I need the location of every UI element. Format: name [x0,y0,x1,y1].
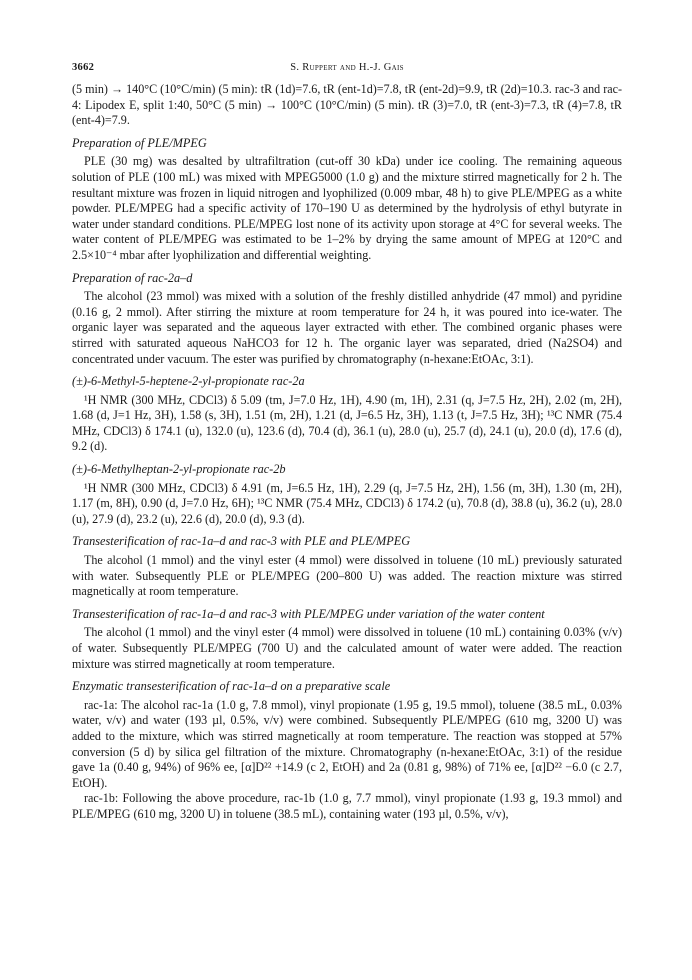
section-paragraph: The alcohol (1 mmol) and the vinyl ester (4 mmol) were dissolved in toluene (10 mL) containing 0.03% (v/v) of water. Subsequently PLE/MPEG (700 U) and the calculated amount of water were added. The reaction mixture was stirred magnetically at room temperature. [72,625,622,671]
section-preparative-scale [72,679,622,822]
section-heading: Preparation of PLE/MPEG [72,135,207,150]
section-heading: Transesterification of rac-1a–d and rac-3 with PLE/MPEG under variation of the water content [72,606,545,621]
section-transesterification [72,534,622,599]
section-transesterification-water [72,607,622,672]
intro-paragraph: (5 min) → 140°C (10°C/min) (5 min): tR (1d)=7.6, tR (ent-1d)=7.8, tR (ent-2d)=9.9, tR (2d)=10.3. rac-3 and rac-4: Lipodex E, split 1:40, 50°C (5 min) → 100°C (10°C/min) (5 min). tR (3)=7.0, tR (ent-3)=7.3, tR (4)=7.8, tR (ent-4)=7.9. [72,82,622,128]
section-preparation-rac-2a-d [72,271,622,368]
section-heading: (±)-6-Methyl-5-heptene-2-yl-propionate rac-2a [72,374,305,389]
article-body [72,82,622,823]
section-paragraph: rac-1b: Following the above procedure, rac-1b (1.0 g, 7.7 mmol), vinyl propionate (1.93 g, 19.3 mmol) and PLE/MPEG (610 mg, 3200 U) in toluene (38.5 mL), containing water (193 µl, 0.5%, v/v), [72,791,622,821]
section-paragraph: The alcohol (23 mmol) was mixed with a solution of the freshly distilled anhydride (47 mmol) and pyridine (0.16 g, 2 mmol). After stirring the mixture at room temperature for 24 h, it was poured into ice-water. The organic layer was separated and the aqueous layer extracted with ether. The combined organic phases were stirred with saturated aqueous NaHCO3 for 12 h. The organic layer was separated, dried (Na2SO4) and concentrated under vacuum. The ester was purified by chromatography (n-hexane:EtOAc, 3:1). [72,289,622,366]
section-heading: (±)-6-Methylheptan-2-yl-propionate rac-2b [72,462,286,477]
section-paragraph: ¹H NMR (300 MHz, CDCl3) δ 4.91 (m, J=6.5 Hz, 1H), 2.29 (q, J=7.5 Hz, 2H), 1.56 (m, 3H), 1.30 (m, 2H), 1.17 (m, 8H), 0.90 (d, J=7.0 Hz, 6H); ¹³C NMR (75.4 MHz, CDCl3) δ 174.2 (u), 70.8 (d), 38.8 (u), 36.2 (u), 28.0 (u), 27.9 (d), 23.2 (u), 22.6 (d), 20.0 (d), 9.3 (d). [72,480,622,526]
page-header [72,62,622,82]
section-paragraph: The alcohol (1 mmol) and the vinyl ester (4 mmol) were dissolved in toluene (10 mL) previously saturated with water. Subsequently PLE or PLE/MPEG (200–800 U) was added. The reaction mixture was stirred magnetically at room temperature. [72,553,622,599]
section-rac-2a-data [72,374,622,455]
section-paragraph: PLE (30 mg) was desalted by ultrafiltration (cut-off 30 kDa) under ice cooling. The remaining aqueous solution of PLE (100 mL) was mixed with MPEG5000 (1.0 g) and the mixture stirred magnetically for 2 h. The resultant mixture was frozen in liquid nitrogen and lyophilized (0.009 mbar, 48 h) to give PLE/MPEG as a white powder. PLE/MPEG had a specific activity of 170–190 U as determined by the hydrolysis of ethyl butyrate in water under standard conditions. PLE/MPEG lost none of its activity upon storage at 4°C for several weeks. The water content of PLE/MPEG was estimated to be 1–2% by drying the same amount of MPEG at 120°C and 2.5×10⁻⁴ mbar after lyophilization and differential weighting. [72,154,622,262]
section-heading: Transesterification of rac-1a–d and rac-3 with PLE and PLE/MPEG [72,534,411,549]
section-heading: Preparation of rac-2a–d [72,270,193,285]
section-paragraph: rac-1a: The alcohol rac-1a (1.0 g, 7.8 mmol), vinyl propionate (1.95 g, 19.5 mmol), toluene (38.5 mL, 0.03% water, v/v) and water (193 µl, 0.5%, v/v) were combined. Subsequently PLE/MPEG (610 mg, 3200 U) was added to the mixture, which was stirred magnetically at room temperature. The reaction was stopped at 57% conversion (5 d) by silica gel filtration of the mixture. Chromatography (n-hexane:EtOAc, 3:1) of the residue gave 1a (0.40 g, 94%) of 96% ee, [α]D²² +14.9 (c 2, EtOH) and 2a (0.81 g, 98%) of 71% ee, [α]D²² −6.0 (c 2.7, EtOH). [72,697,622,790]
section-heading: Enzymatic transesterification of rac-1a–d on a preparative scale [72,679,391,694]
section-preparation-ple-mpeg [72,136,622,264]
section-rac-2b-data [72,462,622,527]
running-head: S. Ruppert and H.-J. Gais [290,62,404,73]
page-number: 3662 [72,62,95,73]
section-paragraph: ¹H NMR (300 MHz, CDCl3) δ 5.09 (tm, J=7.0 Hz, 1H), 4.90 (m, 1H), 2.31 (q, J=7.5 Hz, 2H), 2.02 (m, 2H), 1.68 (d, J=1 Hz, 3H), 1.58 (s, 3H), 1.51 (m, 2H), 1.21 (d, J=6.5 Hz, 3H), 1.13 (t, J=7.5 Hz, 3H); ¹³C NMR (75.4 MHz, CDCl3) δ 174.1 (u), 132.0 (u), 123.6 (d), 70.4 (d), 36.1 (u), 28.0 (u), 25.7 (d), 24.1 (u), 20.0 (d), 17.6 (d), 9.2 (d). [72,392,622,454]
